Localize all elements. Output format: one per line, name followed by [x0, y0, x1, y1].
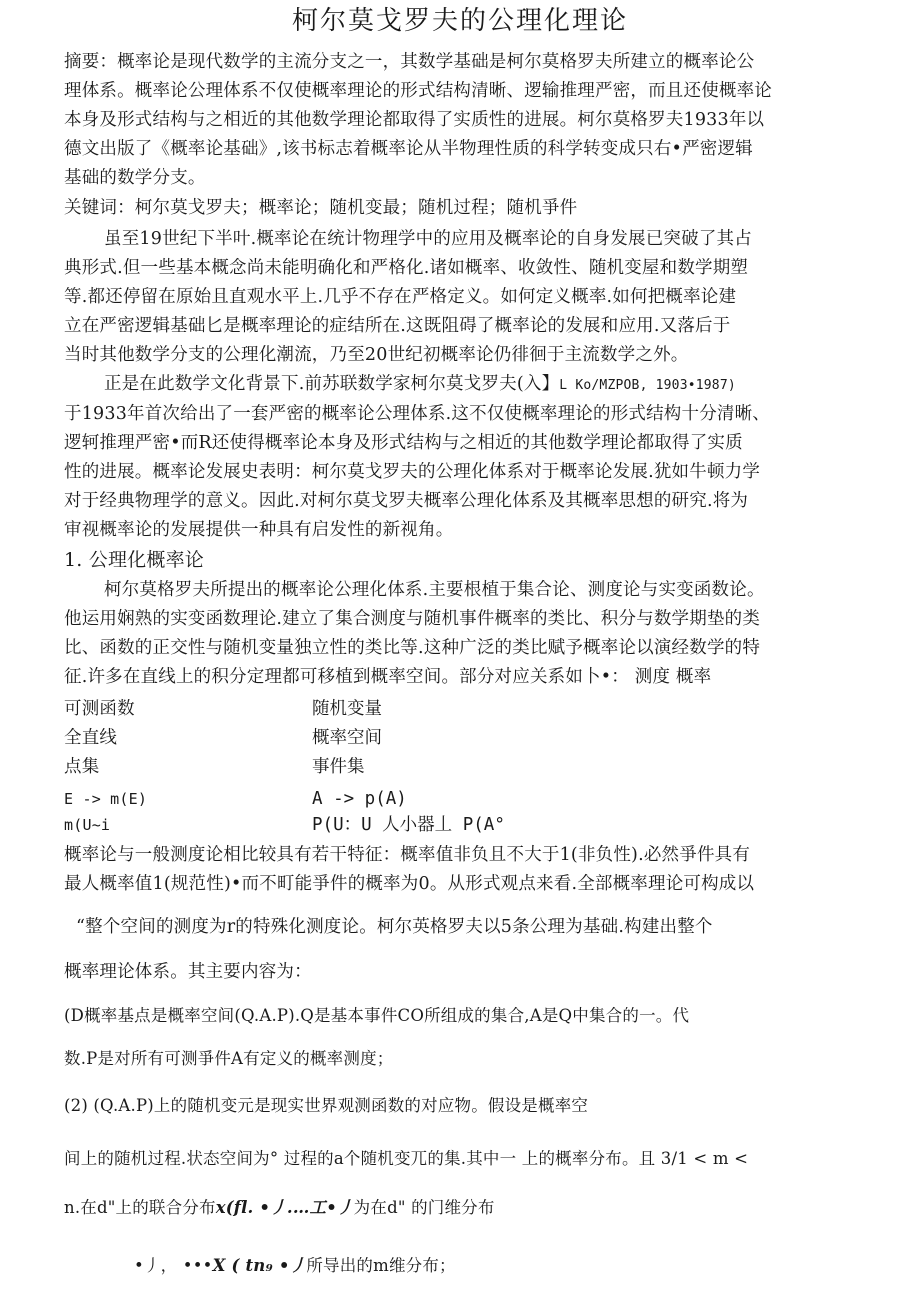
paragraph-line	[104, 372, 736, 398]
mapping-left: 全直线	[64, 728, 118, 748]
paragraph-line: 虽至19世纪下半叶.概率论在统计物理学中的应用及概率论的自身发展已突破了其占	[104, 229, 752, 249]
paragraph-line: 概率论与一般测度论相比较具有若干特征：概率值非负且不大于1(非负性).必然爭件具有	[64, 845, 751, 865]
paragraph-line: 对于经典物理学的意义。因此.对柯尔莫戈罗夫概率公理化体系及其概率思想的研究.将为	[64, 491, 749, 511]
paragraph-line: 等.都还停留在原始且直观水平上.几乎不存在严格定义。如何定义概率.如何把概率论建	[64, 287, 737, 307]
paragraph-line: 征.许多在直线上的积分定理都可移植到概率空间。部分对应关系如卜•： 测度 概率	[64, 667, 712, 687]
mapping-right: 随机变量	[312, 699, 382, 719]
mapping-left: m(U~i	[64, 816, 111, 834]
paragraph-text: •丿， •••	[134, 1256, 213, 1275]
mapping-right: 概率空间	[312, 728, 382, 748]
paragraph-line: 逻轲推理严密•而R还使得概率论本身及形式结构与之相近的其他数学理论都取得了实质	[64, 433, 743, 453]
paragraph-line: 柯尔莫格罗夫所提出的概率论公理化体系.主要根植于集合论、测度论与实变函数论。	[104, 580, 765, 600]
paragraph-text: 所导出的m维分布；	[306, 1256, 456, 1275]
paragraph-text-small: L Ko/MZPOB, 1903•1987)	[559, 378, 736, 393]
mapping-right: P(U：U 人小器丄 P(A°	[312, 815, 505, 835]
mapping-left: E -> m(E)	[64, 790, 148, 808]
paragraph-line: 性的进展。概率论发展史表明：柯尔莫戈罗夫的公理化体系对于概率论发展.犹如牛顿力学	[64, 462, 761, 482]
abstract-line: 德文出版了《概率论基础》,该书标志着概率论从半物理性质的科学转变成只右•严密逻辑	[64, 139, 753, 159]
paragraph-line	[64, 1196, 495, 1220]
section-heading: 1. 公理化概率论	[64, 549, 204, 571]
paragraph-line: (D概率基点是概率空间(Q.A.P).Q是基本事件CO所组成的集合,A是Q中集合的一。代	[64, 1006, 690, 1025]
formula-text: x(fl. •丿.…工•丿	[215, 1198, 354, 1217]
abstract-line: 本身及形式结构与之相近的其他数学理论都取得了实质性的进展。柯尔莫格罗夫1933年以	[64, 110, 765, 130]
paragraph-text: 为在d" 的门维分布	[353, 1198, 495, 1217]
mapping-left: 可测函数	[64, 699, 135, 719]
paragraph-line: 最人概率值1(规范性)•而不町能爭件的概率为0。从形式观点来看.全部概率理论可构成以	[64, 874, 755, 894]
paragraph-line	[134, 1254, 456, 1278]
paragraph-line: 立在严密逻辑基础匕是概率理论的症结所在.这既阻碍了概率论的发展和应用.又落后于	[64, 316, 731, 336]
paragraph-line: (2) (Q.A.P)上的随机变元是现实世界观测函数的对应物。假设是概率空	[64, 1096, 589, 1115]
mapping-left: 点集	[64, 757, 100, 777]
document-title: 柯尔莫戈罗夫的公理化理论	[291, 6, 628, 36]
keywords: 关键词：柯尔莫戈罗夫；概率论；随机变最；随机过程；随机爭件	[64, 198, 578, 218]
paragraph-line: 数.P是对所有可测爭件A有定义的概率测度；	[64, 1049, 394, 1068]
abstract-line: 摘要：概率论是现代数学的主流分支之一，其数学基础是柯尔莫格罗夫所建立的概率论公	[64, 52, 755, 72]
paragraph-line: 当时其他数学分支的公理化潮流，乃至20世纪初概率论仍徘徊于主流数学之外。	[64, 345, 689, 365]
paragraph-line: 概率理论体系。其主要内容为：	[64, 962, 312, 982]
paragraph-line: 审视概率论的发展提供一种具有启发性的新视角。	[64, 520, 454, 540]
paragraph-text: 正是在此数学文化背景下.前苏联数学家柯尔莫戈罗夫(入】	[104, 374, 560, 394]
paragraph-line: 典形式.但一些基本概念尚未能明确化和严格化.诸如概率、收敛性、随机变屋和数学期塑	[64, 258, 749, 278]
paragraph-text: n.在d"上的联合分布	[64, 1198, 216, 1217]
paragraph-line: “整个空间的测度为r的特殊化测度论。柯尔英格罗夫以5条公理为基础.构建出整个	[76, 917, 713, 937]
abstract-line: 基础的数学分支。	[64, 168, 206, 188]
paragraph-line: 于1933年首次给出了一套严密的概率论公理体系.这不仅使概率理论的形式结构十分清晰、	[64, 404, 770, 424]
mapping-right: A -> p(A)	[312, 789, 407, 809]
paragraph-line: 他运用娴熟的实变函数理论.建立了集合测度与随机事件概率的类比、积分与数学期垫的类	[64, 609, 761, 629]
paragraph-line: 比、函数的正交性与随机变量独立性的类比等.这种广泛的类比赋予概率论以演经数学的特	[64, 638, 761, 658]
abstract-line: 理体系。概率论公理体系不仅使概率理论的形式结构清晰、逻输推理严密，而且还使概率论	[64, 81, 772, 101]
mapping-right: 事件集	[312, 757, 365, 777]
paragraph-line: 间上的随机过程.状态空间为° 过程的a个随机变兀的集.其中一 上的概率分布。且 3/1 < m <	[64, 1149, 749, 1168]
formula-text: X ( tn₉ •丿	[212, 1256, 307, 1275]
